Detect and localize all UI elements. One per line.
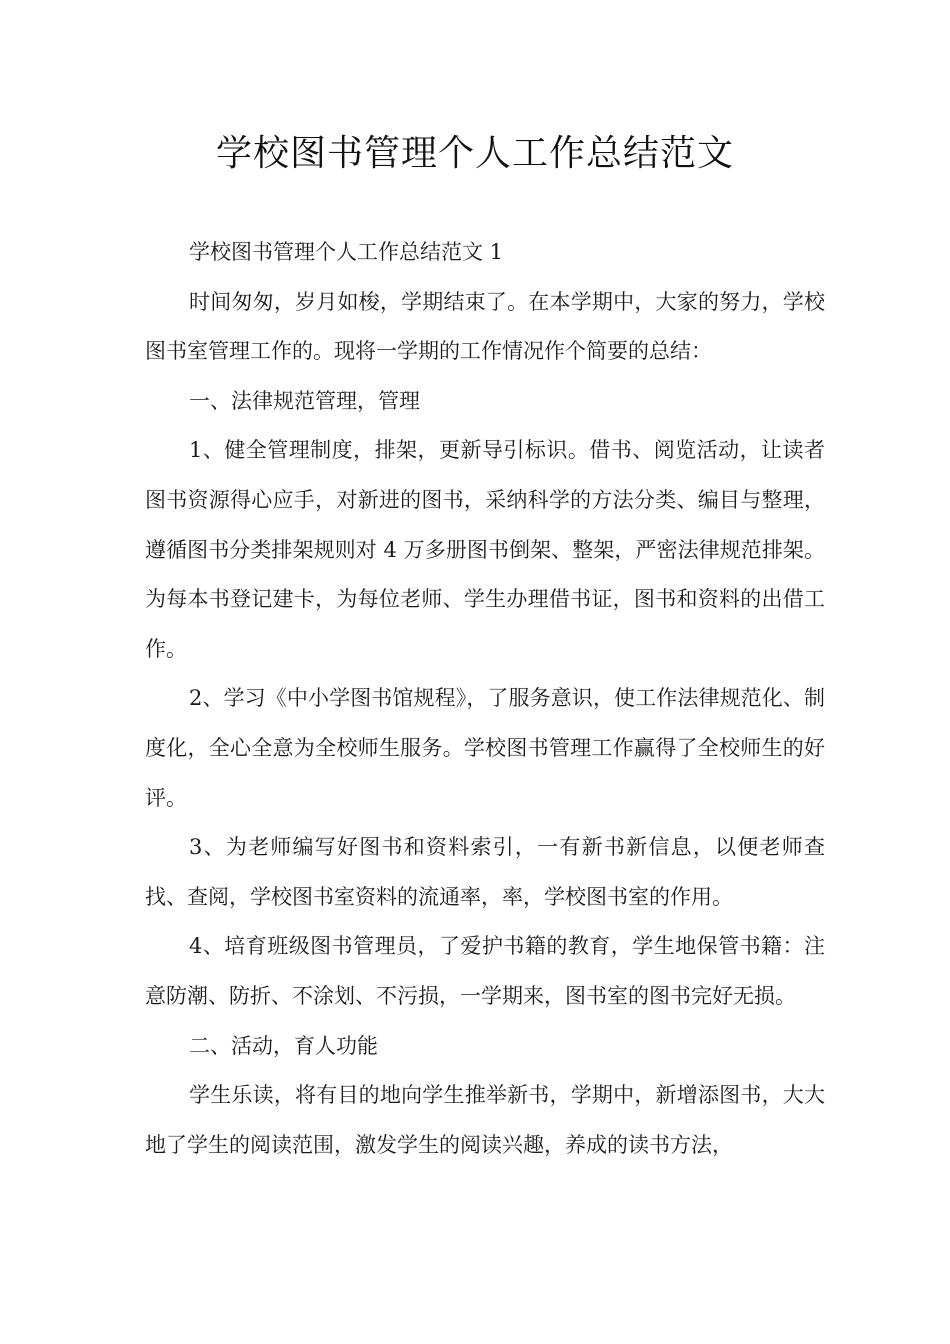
section-heading-2: 二、活动，育人功能 (189, 1033, 378, 1058)
document-body (145, 228, 825, 1170)
paragraph-intro: 时间匆匆，岁月如梭，学期结束了。在本学期中，大家的努力，学校图书室管理工作的。现将一学期的工作情况作个简要的总结： (145, 289, 825, 364)
paragraph-item-2: 2、学习《中小学图书馆规程》，了服务意识，使工作法律规范化、制度化，全心全意为全校师生服务。学校图书管理工作赢得了全校师生的好评。 (145, 686, 825, 810)
section-heading-1: 一、法律规范管理，管理 (189, 388, 420, 413)
paragraph-item-1: 1、健全管理制度，排架，更新导引标识。借书、阅览活动，让读者图书资源得心应手，对新进的图书，采纳科学的方法分类、编目与整理，遵循图书分类排架规则对 4 万多册图书倒架、整架，严密法律规范排架。为每本书登记建卡，为每位老师、学生办理借书证，图书和资料的出借工作。 (145, 438, 825, 661)
paragraph-item-4: 4、培育班级图书管理员，了爱护书籍的教育，学生地保管书籍：注意防潮、防折、不涂划、不污损，一学期来，图书室的图书完好无损。 (145, 934, 825, 1008)
paragraph-item-3: 3、为老师编写好图书和资料索引，一有新书新信息，以便老师查找、查阅，学校图书室资料的流通率，率，学校图书室的作用。 (145, 835, 825, 909)
paragraph-activities: 学生乐读，将有目的地向学生推举新书，学期中，新增添图书，大大地了学生的阅读范围，激发学生的阅读兴趣，养成的读书方法， (145, 1083, 825, 1157)
paragraph-subtitle: 学校图书管理个人工作总结范文 1 (189, 240, 504, 264)
document-title: 学校图书管理个人工作总结范文 (215, 133, 734, 174)
